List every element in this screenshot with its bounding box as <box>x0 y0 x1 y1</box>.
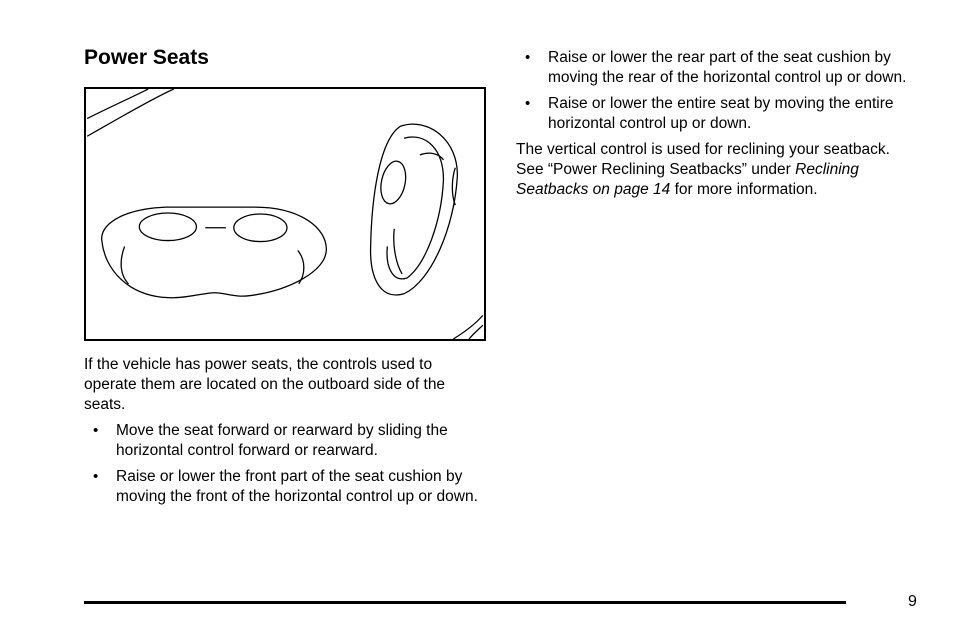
rear-switch-button <box>234 214 287 242</box>
bullet-icon: • <box>93 422 99 439</box>
right-column <box>516 48 918 200</box>
bullet-text: Raise or lower the entire seat by moving the entire horizontal control up or down. <box>548 95 894 132</box>
bullet-icon: • <box>93 468 99 485</box>
recline-switch-button <box>377 159 409 206</box>
bullet-text: Move the seat forward or rearward by sliding the horizontal control forward or rearward. <box>116 422 448 459</box>
left-text-block <box>84 355 484 513</box>
paragraph-text: for more information. <box>670 181 818 198</box>
list-item <box>516 48 918 88</box>
front-switch-button <box>139 213 196 241</box>
bullet-text: Raise or lower the front part of the seat cushion by moving the front of the horizontal control up or down. <box>116 468 478 505</box>
right-bullet-list <box>516 48 918 134</box>
left-bullet-list <box>84 421 484 507</box>
list-item <box>516 94 918 134</box>
page-number: 9 <box>908 593 917 610</box>
bullet-text: Raise or lower the rear part of the seat cushion by moving the rear of the horizontal control up or down. <box>548 49 907 86</box>
seat-trim-line <box>87 89 148 119</box>
footer-divider <box>84 601 846 604</box>
recline-paragraph <box>516 140 918 200</box>
vertical-recline-control <box>371 124 458 295</box>
cross-reference-link[interactable]: Reclining Seatbacks on page 14 <box>516 161 859 198</box>
left-column <box>84 44 486 72</box>
power-seat-controls-illustration <box>84 87 486 341</box>
horizontal-seat-control <box>102 207 327 298</box>
intro-paragraph: If the vehicle has power seats, the controls used to operate them are located on the outboard side of the seats. <box>84 356 446 413</box>
paragraph-text: The vertical control is used for reclining your seatback. See “Power Reclining Seatbacks” under <box>516 141 890 178</box>
seat-trim-line <box>453 315 483 339</box>
list-item <box>84 467 484 507</box>
list-item <box>84 421 484 461</box>
bullet-icon: • <box>525 95 531 112</box>
section-title: Power Seats <box>84 46 209 69</box>
seat-controls-drawing <box>86 89 484 339</box>
bullet-icon: • <box>525 49 531 66</box>
